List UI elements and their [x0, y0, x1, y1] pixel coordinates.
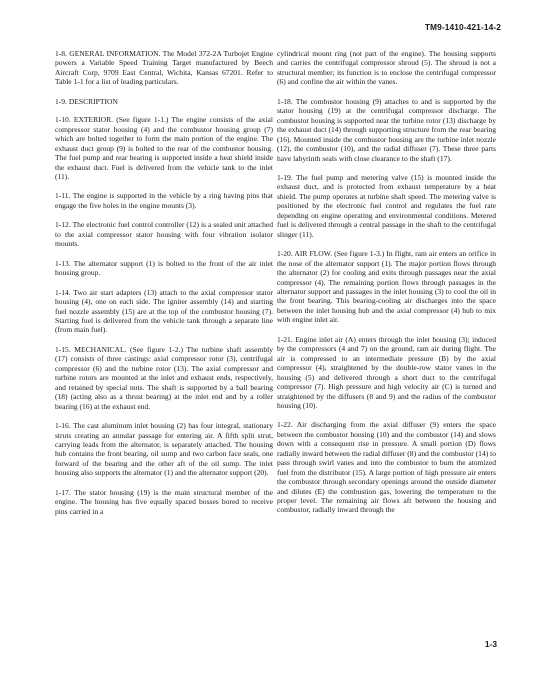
- paragraph-1-13: 1-13. The alternator support (1) is bolted to the front of the air inlet housing group.: [55, 258, 273, 278]
- paragraph-1-11: 1-11. The engine is supported in the vehicle by a ring having pins that engage the five holes in the engine mounts (3).: [55, 191, 273, 210]
- paragraph-1-16: 1-16. The cast aluminum inlet housing (2) has four integral, stationary struts creating an annular passage for entering air. A fifth split strut, carrying leads from the alternator, is separately attached. The housing hub contains the front bearing, oil sump and two carbon face seals, one forward of the bearing and the other aft of the oil sump. The inlet housing also supports the alternator (1) and the alternator support (20).: [55, 421, 273, 478]
- paragraph-1-17-continued: cylindrical mount ring (not part of the engine). The housing supports and carries the centrifugal compressor shroud (5). The shroud is not a structural member; its function is to enclose the centrifugal compressor (6) and confine the air within the vanes.: [277, 49, 496, 87]
- paragraph-1-15: 1-15. MECHANICAL. (See figure 1-2.) The turbine shaft assembly (17) consists of three castings: axial compressor rotor (3), centrifugal compressor (6) and the turbine rotor (13). The axial compressor and turbine rotors are mounted at the inlet and exhaust ends, respectively, and retained by special nuts. The shaft is supported by a ball bearing (18) (acting also as a thrust bearing) at the inlet end and by a roller bearing (16) at the exhaust end.: [55, 344, 273, 411]
- paragraph-1-19: 1-19. The fuel pump and metering valve (15) is mounted inside the exhaust duct, and is protected from exhaust temperature by a heat shield. The pump operates at turbine shaft speed. The metering valve is positioned by the electronic fuel control and regulates the fuel rate depending on engine operating and environmental conditions. Metered fuel is delivered through a central passage in the shaft to the centrifugal slinger (11).: [277, 172, 496, 239]
- paragraph-1-22: 1-22. Air discharging from the axial diffuser (9) enters the space between the combustor housing (10) and the combustor (14) and slows down with a consequent rise in pressure. A small portion (D) flows radially inward between the radial diffuser (8) and the combustor (14) to pass through swirl vanes and into the combustor to burn the atomized fuel from the distributor (15). A large portion of high pressure air enters the combustor through secondary openings around the outside diameter and dilutes (E) the combustion gas, lowering the temperature to the proper level. The remaining air flows aft between the housing and combustor, radially inward through the: [277, 420, 496, 515]
- right-column: [277, 49, 496, 525]
- paragraph-1-14: 1-14. Two air start adapters (13) attach to the axial compressor stator housing (4), one on each side. The igniter assembly (14) and starting fuel nozzle assembly (15) are at the top of the combustor housing (7). Starting fuel is delivered from the vehicle tank through a separate line (from main fuel).: [55, 287, 273, 335]
- paragraph-1-21: 1-21. Engine inlet air (A) enters through the inlet housing (3); induced by the compressors (4 and 7) on the ground, ram air during flight. The air is compressed to an intermediate pressure (B) by the axial compressor (4), straightened by the double-row stator vanes in the housing (5) and delivered through a short duct to the centrifugal compressor (7). High pressure and high velocity air (C) is turned and straightened by the diffusers (8 and 9) and the radius of the combustor housing (10).: [277, 334, 496, 410]
- left-column: [55, 49, 273, 526]
- paragraph-1-20: 1-20. AIR FLOW. (See figure 1-3.) In flight, ram air enters an orifice in the nose of the alternator support (1). The major portion flows through the alternator (2) for cooling and exits through passages near the axial compressor (4). The remaining portion flows through passages in the alternator support and passages in the inlet housing (3) to cool the oil in the front bearing. This bearing-cooling air discharges into the space between the inlet housing hub and the axial compressor (4) hub to mix with engine inlet air.: [277, 249, 496, 325]
- paragraph-1-18: 1-18. The combustor housing (9) attaches to and is supported by the stator housing (19) at the centrifugal compressor discharge. The combustor housing is supported near the turbine rotor (13) discharge by the exhaust duct (14) through supporting structure from the rear bearing (16). Mounted inside the combustor housing are the turbine inlet nozzle (12), the combustor (10), and the radial diffuser (7). These three parts have labyrinth seals with close clearance to the shaft (17).: [277, 96, 496, 163]
- document-number: TM9-1410-421-14-2: [424, 22, 501, 32]
- section-heading-description: 1-9. DESCRIPTION: [55, 96, 118, 106]
- paragraph-1-8: 1-8. GENERAL INFORMATION. The Model 372-2A Turbojet Engine powers a Variable Speed Training Target manufactured by Beech Aircraft Corp, 9709 East Central, Wichita, Kansas 67201. Refer to Table 1-1 for a list of leading particulars.: [55, 49, 273, 87]
- paragraph-1-17: 1-17. The stator housing (19) is the main structural member of the engine. The housing has five equally spaced bosses bored to receive pins carried in a: [55, 487, 273, 516]
- paragraph-1-10: 1-10. EXTERIOR. (See figure 1-1.) The engine consists of the axial compressor stator housing (4) and the combustor housing group (7) which are bolted together to form the main portion of the engine. The exhaust duct group (9) is bolted to the rear of the combustor housing. The fuel pump and rear bearing is supported inside a heat shield inside the exhaust duct. Fuel is delivered from the vehicle tank to the inlet (11).: [55, 115, 273, 181]
- paragraph-1-12: 1-12. The electronic fuel control controller (12) is a sealed unit attached to the axial compressor stator housing with four vibration isolator mounts.: [55, 220, 273, 249]
- page-number: 1-3: [484, 639, 497, 649]
